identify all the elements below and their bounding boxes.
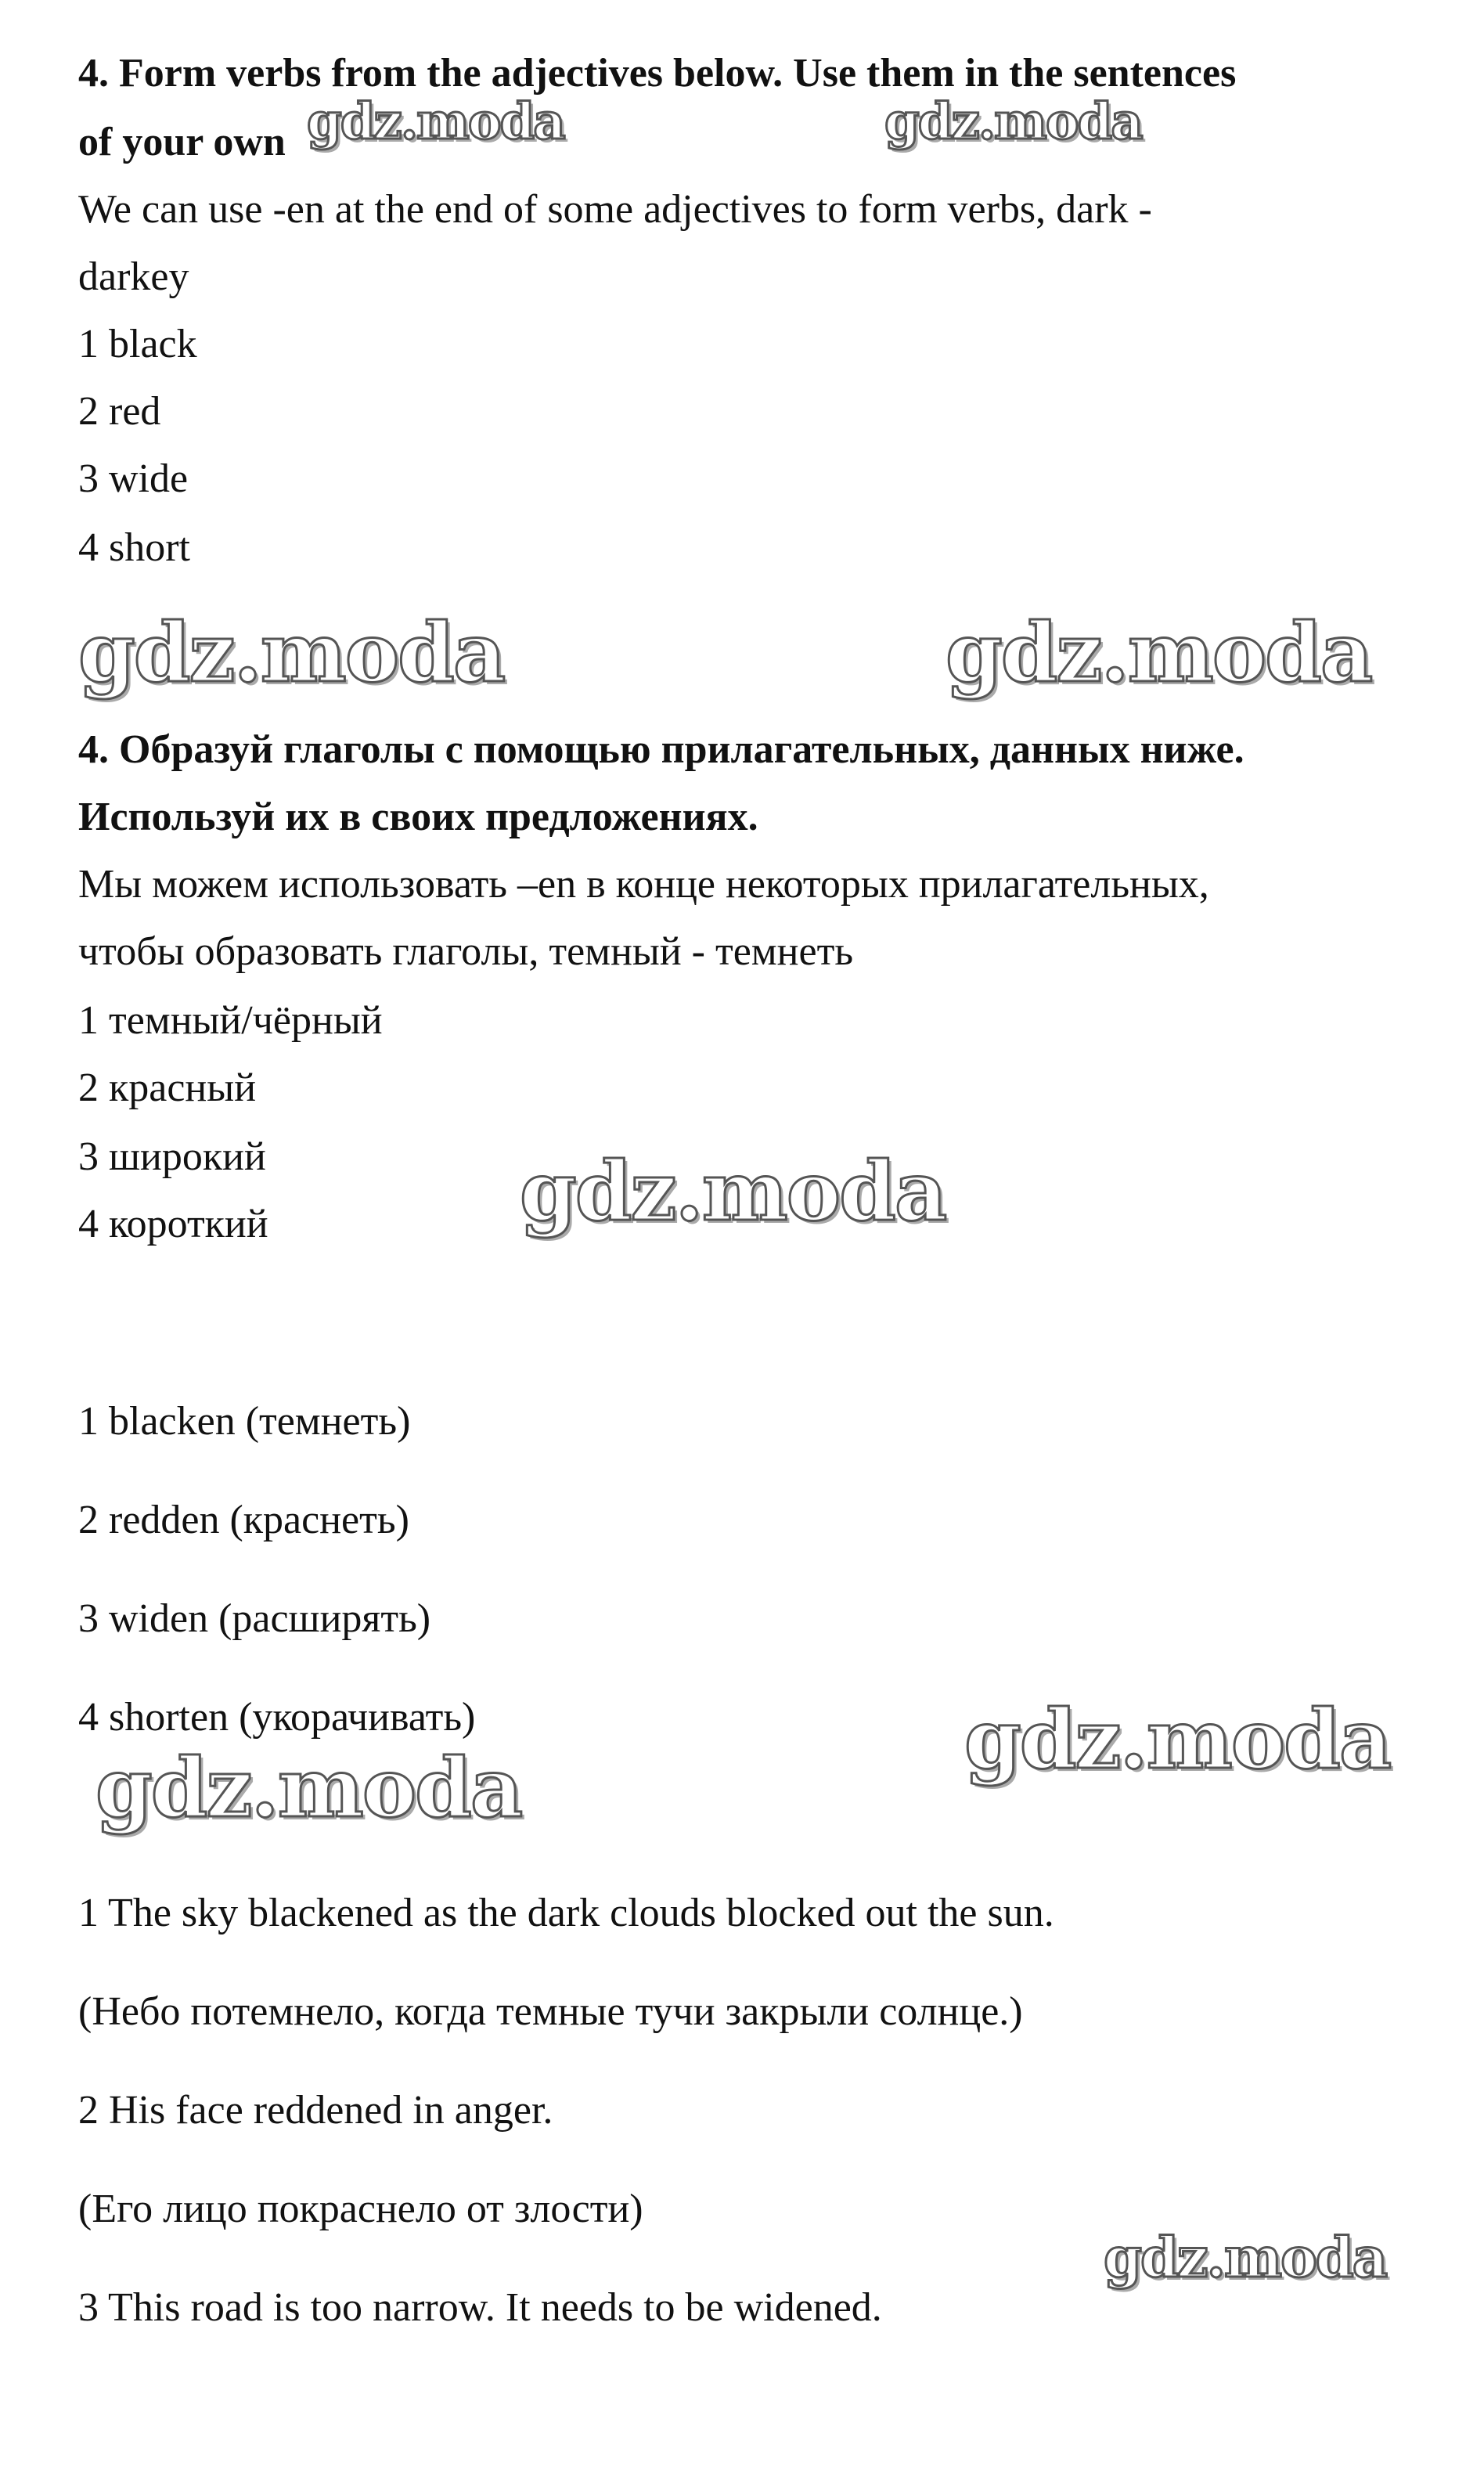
watermark-logo: gdz.moda [964, 1691, 1391, 1787]
adjective-item: 1 black [78, 322, 197, 366]
task-intro-en-line2: darkey [78, 254, 189, 299]
adjective-item-ru: 1 темный/чёрный [78, 998, 383, 1043]
adjective-item-ru: 3 широкий [78, 1134, 266, 1179]
adjective-item: 3 wide [78, 456, 189, 501]
answer-sentence: 1 The sky blackened as the dark clouds blocked out the sun. [78, 1891, 1054, 1935]
task-heading-en-line2: of your own [78, 120, 286, 164]
adjective-item: 2 red [78, 389, 161, 434]
answer-sentence: 2 His face reddened in anger. [78, 2088, 553, 2133]
watermark-logo: gdz.moda [78, 604, 505, 701]
answer-verb: 3 widen (расширять) [78, 1596, 431, 1641]
task-intro-ru-line2: чтобы образовать глаголы, темный - темнеть [78, 929, 854, 974]
task-heading-ru-line2: Используй их в своих предложениях. [78, 795, 758, 839]
task-intro-en-line1: We can use -en at the end of some adjectives to form verbs, dark - [78, 187, 1152, 232]
task-heading-en-line1: 4. Form verbs from the adjectives below. Use them in the sentences [78, 51, 1237, 96]
answer-translation: (Небо потемнело, когда темные тучи закрыли солнце.) [78, 1989, 1023, 2034]
watermark-logo: gdz.moda [520, 1143, 946, 1239]
answer-verb: 2 redden (краснеть) [78, 1498, 409, 1542]
task-heading-ru-line1: 4. Образуй глаголы с помощью прилагательных, данных ниже. [78, 727, 1244, 772]
task-intro-ru-line1: Мы можем использовать –en в конце некоторых прилагательных, [78, 862, 1209, 907]
watermark-logo: gdz.moda [307, 92, 564, 151]
watermark-logo: gdz.moda [95, 1740, 522, 1836]
answer-verb: 1 blacken (темнеть) [78, 1399, 411, 1444]
watermark-logo: gdz.moda [1104, 2225, 1387, 2290]
answer-verb: 4 shorten (укорачивать) [78, 1695, 476, 1740]
adjective-item-ru: 2 красный [78, 1066, 257, 1110]
adjective-item-ru: 4 короткий [78, 1202, 268, 1246]
watermark-logo: gdz.moda [884, 92, 1142, 151]
answer-translation: (Его лицо покраснело от злости) [78, 2187, 643, 2231]
adjective-item: 4 short [78, 525, 190, 570]
answer-sentence: 3 This road is too narrow. It needs to be widened. [78, 2285, 882, 2330]
watermark-logo: gdz.moda [946, 604, 1372, 701]
